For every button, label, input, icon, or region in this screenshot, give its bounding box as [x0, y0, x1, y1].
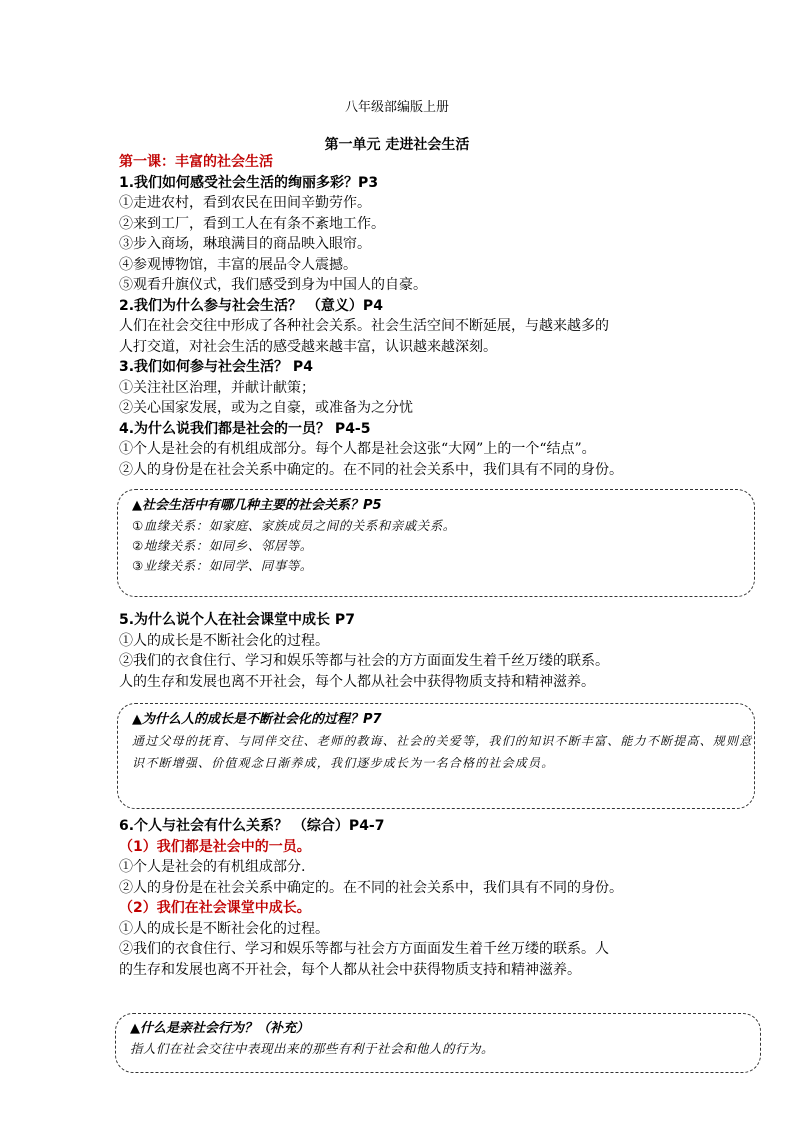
note-box-lines [130, 1039, 760, 1059]
subheading: （1）我们都是社会中的一员。 [119, 838, 311, 855]
text-line: ②来到工厂，看到工人在有条不紊地工作。 [119, 215, 385, 232]
question-heading: 3.我们如何参与社会生活？ P4 [119, 359, 313, 375]
note-line: ①血缘关系：如家庭、家族成员之间的关系和亲戚关系。 [132, 518, 456, 533]
text-line: ②人的身份是在社会关系中确定的。在不同的社会关系中，我们具有不同的身份。 [119, 461, 623, 478]
text-line: ②我们的衣食住行、学习和娱乐等都与社会方方面面发生着千丝万缕的联系。人 [119, 941, 609, 957]
text-line: ②我们的衣食住行、学习和娱乐等都与社会的方方面面发生着千丝万缕的联系。 [119, 653, 609, 669]
section-3 [119, 816, 739, 980]
text-line: ①走进农村，看到农民在田间辛勤劳作。 [119, 195, 371, 211]
text-line: 人打交道，对社会生活的感受越来越丰富，认识越来越深刻。 [119, 338, 497, 355]
note-box-paragraph: 通过父母的抚育、与同伴交往、老师的教诲、社会的关爱等，我们的知识不断丰富、能力不断提高、规则意识不断增强、价值观念日渐养成，我们逐步成长为一名合格的社会成员。 [132, 734, 753, 770]
text-line: ④参观博物馆，丰富的展品令人震撼。 [119, 256, 357, 273]
note-box-title: ▲社会生活中有哪几种主要的社会关系？P5 [132, 498, 382, 513]
text-line: ①个人是社会的有机组成部分。每个人都是社会这张“大网”上的一个“结点”。 [119, 441, 596, 457]
text-line: 人们在社会交往中形成了各种社会关系。社会生活空间不断延展，与越来越多的 [119, 318, 609, 334]
lesson-title: 第一课：丰富的社会生活 [119, 154, 273, 170]
note-box-title: ▲什么是亲社会行为？（补充） [130, 1021, 309, 1036]
question-heading: 2.我们为什么参与社会生活？ （意义）P4 [119, 297, 383, 314]
note-box-social-relations [117, 489, 755, 597]
note-line: ③业缘关系：如同学、同事等。 [132, 558, 313, 573]
note-box-title: ▲为什么人的成长是不断社会化的过程？P7 [132, 712, 382, 727]
note-line: 指人们在社会交往中表现出来的那些有利于社会和他人的行为。 [130, 1041, 495, 1056]
text-line: ⑤观看升旗仪式，我们感受到身为中国人的自豪。 [119, 277, 427, 293]
question-heading: 4.为什么说我们都是社会的一员？ P4-5 [119, 420, 371, 437]
note-box-lines [132, 516, 754, 576]
text-line: ②关心国家发展，或为之自豪，或准备为之分忧 [119, 400, 413, 416]
text-line: ②人的身份是在社会关系中确定的。在不同的社会关系中，我们具有不同的身份。 [119, 879, 623, 896]
text-line: ③步入商场，琳琅满目的商品映入眼帘。 [119, 236, 371, 252]
section-1 [119, 152, 739, 480]
text-line: 人的生存和发展也离不开社会，每个人都从社会中获得物质支持和精神滋养。 [119, 673, 595, 690]
section-1-lines [119, 173, 739, 481]
unit-title: 第一单元 走进社会生活 [324, 137, 470, 153]
note-box-prosocial [115, 1013, 761, 1073]
text-line: ①人的成长是不断社会化的过程。 [119, 632, 329, 649]
text-line: 的生存和发展也离不开社会，每个人都从社会中获得物质支持和精神滋养。 [119, 961, 581, 978]
note-line: ②地缘关系：如同乡、邻居等。 [132, 538, 313, 553]
note-box-socialization [117, 703, 755, 809]
document-title: 八年级部编版上册 [344, 100, 449, 115]
question-heading: 1.我们如何感受社会生活的绚丽多彩？P3 [119, 174, 379, 191]
subheading: （2）我们在社会课堂中成长。 [119, 900, 311, 916]
text-line: ①人的成长是不断社会化的过程。 [119, 920, 329, 937]
question-heading: 5.为什么说个人在社会课堂中成长 P7 [119, 612, 355, 628]
question-heading: 6.个人与社会有什么关系？ （综合）P4-7 [119, 818, 385, 834]
text-line: ①关注社区治理，并献计献策； [119, 379, 315, 396]
section-2 [119, 610, 739, 692]
text-line: ①个人是社会的有机组成部分. [119, 859, 306, 875]
